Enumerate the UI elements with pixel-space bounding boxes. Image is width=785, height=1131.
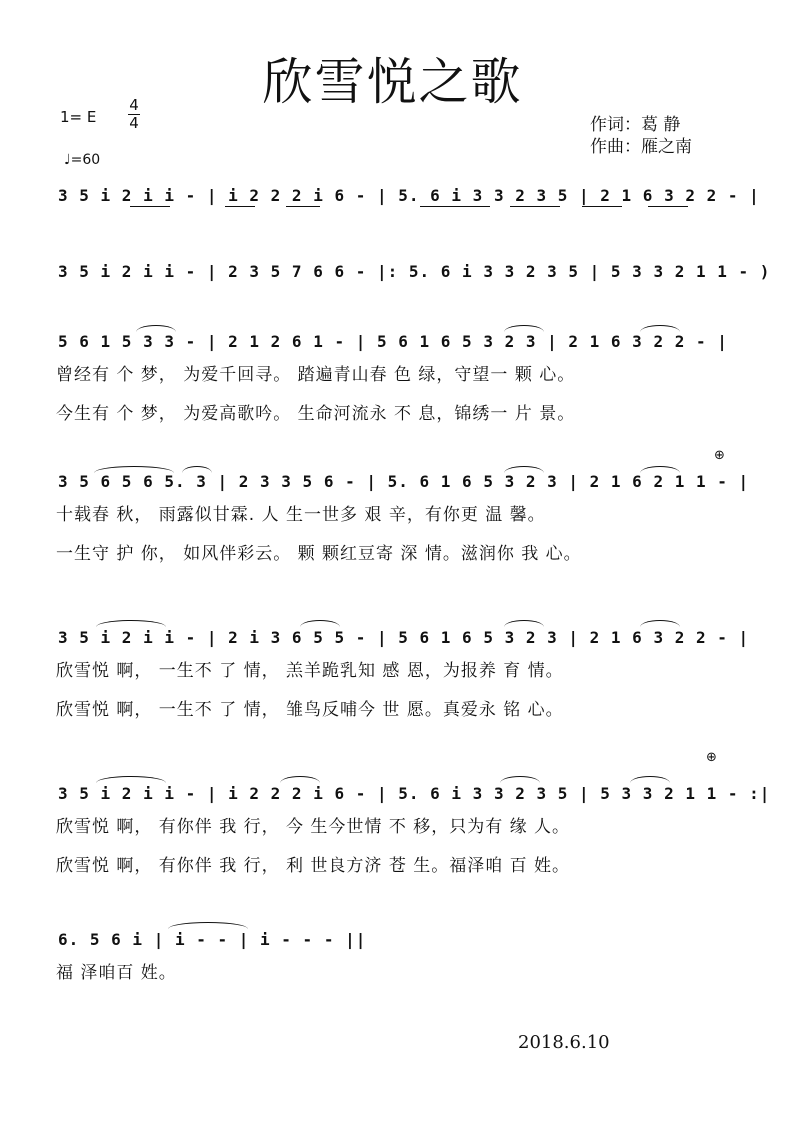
lyric-line-2: 今生有 个 梦， 为爱高歌吟。 生命河流永 不 息，锦绣一 片 景。 [56,404,576,424]
notation-line-3: 5 6 1 5 3 3 - | 2 1 2 6 1 - | 5 6 1 6 5 3 2 3 | 2 1 6 3 2 2 - | [58,332,728,351]
notation-line-1: 3 5 i 2 i i - | i 2 2 2 i 6 - | 5. 6 i 3 3 2 3 5 | 2 1 6 3 2 2 - | [58,186,760,205]
lyric-line-7: 欣雪悦 啊， 有你伴 我 行， 今 生今世情 不 移，只为有 缘 人。 [56,817,571,837]
coda-sign-2: ⊕ [706,750,717,765]
coda-sign: ⊕ [714,448,725,463]
notation-line-4: 3 5 6 5 6 5. 3 | 2 3 3 5 6 - | 5. 6 1 6 5 3 2 3 | 2 1 6 2 1 1 - | [58,472,750,491]
time-sig-bottom: 4 [129,114,139,132]
composer-credit: 作曲：雁之南 [590,137,692,157]
date: 2018.6.10 [518,1032,610,1053]
notation-line-6: 3 5 i 2 i i - | i 2 2 2 i 6 - | 5. 6 i 3 3 2 3 5 | 5 3 3 2 1 1 - :| [58,784,771,803]
lyric-line-9: 福 泽咱百 姓。 [56,963,177,983]
lyric-line-6: 欣雪悦 啊， 一生不 了 情， 雏鸟反哺今 世 愿。真爱永 铭 心。 [56,700,564,720]
tempo-marking: ♩=60 [64,152,101,168]
song-title: 欣雪悦之歌 [262,53,523,111]
lyric-line-5: 欣雪悦 啊， 一生不 了 情， 羔羊跪乳知 感 恩，为报养 育 情。 [56,661,564,681]
notation-line-5: 3 5 i 2 i i - | 2 i 3 6 5 5 - | 5 6 1 6 5 3 2 3 | 2 1 6 3 2 2 - | [58,628,750,647]
lyric-line-1: 曾经有 个 梦， 为爱千回寻。 踏遍青山春 色 绿，守望一 颗 心。 [56,365,576,385]
time-sig-top: 4 [129,96,139,114]
notation-line-2: 3 5 i 2 i i - | 2 3 5 7 6 6 - |: 5. 6 i 3 3 2 3 5 | 5 3 3 2 1 1 - ) [58,262,771,281]
lyric-line-8: 欣雪悦 啊， 有你伴 我 行， 利 世良方济 苍 生。福泽咱 百 姓。 [56,856,571,876]
lyric-line-3: 十载春 秋， 雨露似甘霖. 人 生一世多 艰 辛，有你更 温 馨。 [56,505,546,525]
notation-line-7: 6. 5 6 i | i - - | i - - - || [58,930,367,949]
lyricist-credit: 作词：葛 静 [590,115,681,135]
lyric-line-4: 一生守 护 你， 如风伴彩云。 颗 颗红豆寄 深 情。滋润你 我 心。 [56,544,582,564]
time-signature [128,98,140,131]
key-signature: 1= E [60,108,97,126]
